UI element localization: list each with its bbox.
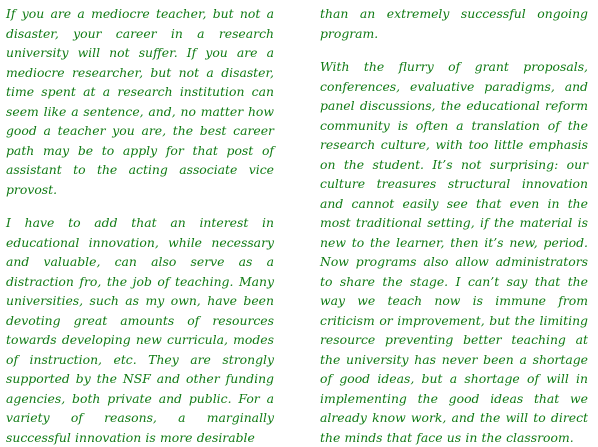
left-paragraph-1: If you are a mediocre teacher, but not a disaster, your career in a research university will not suffer. If you are a mediocre researcher, but not a disaster, time spent at a research institution can seem like a sentence, and, no matter how good a teacher you are, the best career path may be to apply for that post of assistant to the acting associate vice provost. bbox=[6, 6, 274, 197]
right-paragraph-2: With the flurry of grant proposals, conferences, evaluative paradigms, and panel discussions, the educational reform community is often a translation of the research culture, with too little emphasis on the student. It’s not surprising: our culture treasures structural innovation and cannot easily see that even in the most traditional setting, if the material is new to the learner, then it’s new, period. Now programs also allow administrators to share the stage. I can’t say that the way we teach now is immune from criticism or improvement, but the limiting resource preventing better teaching at the university has never been a shortage of good ideas, but a shortage of will in implementing the good ideas that we already know work, and the will to direct the minds that face us in the classroom. bbox=[320, 59, 588, 445]
right-text-column bbox=[320, 4, 588, 447]
left-text-column bbox=[6, 4, 274, 447]
right-paragraph-1: than an extremely successful ongoing program. bbox=[320, 6, 588, 41]
left-paragraph-2: I have to add that an interest in educational innovation, while necessary and valuable, can also serve as a distraction fro, the job of teaching. Many universities, such as my own, have been devoting great amounts of resources towards developing new curricula, modes of instruction, etc. They are strongly supported by the NSF and other funding agencies, both private and public. For a variety of reasons, a marginally successful innovation is more desirable bbox=[6, 215, 274, 445]
